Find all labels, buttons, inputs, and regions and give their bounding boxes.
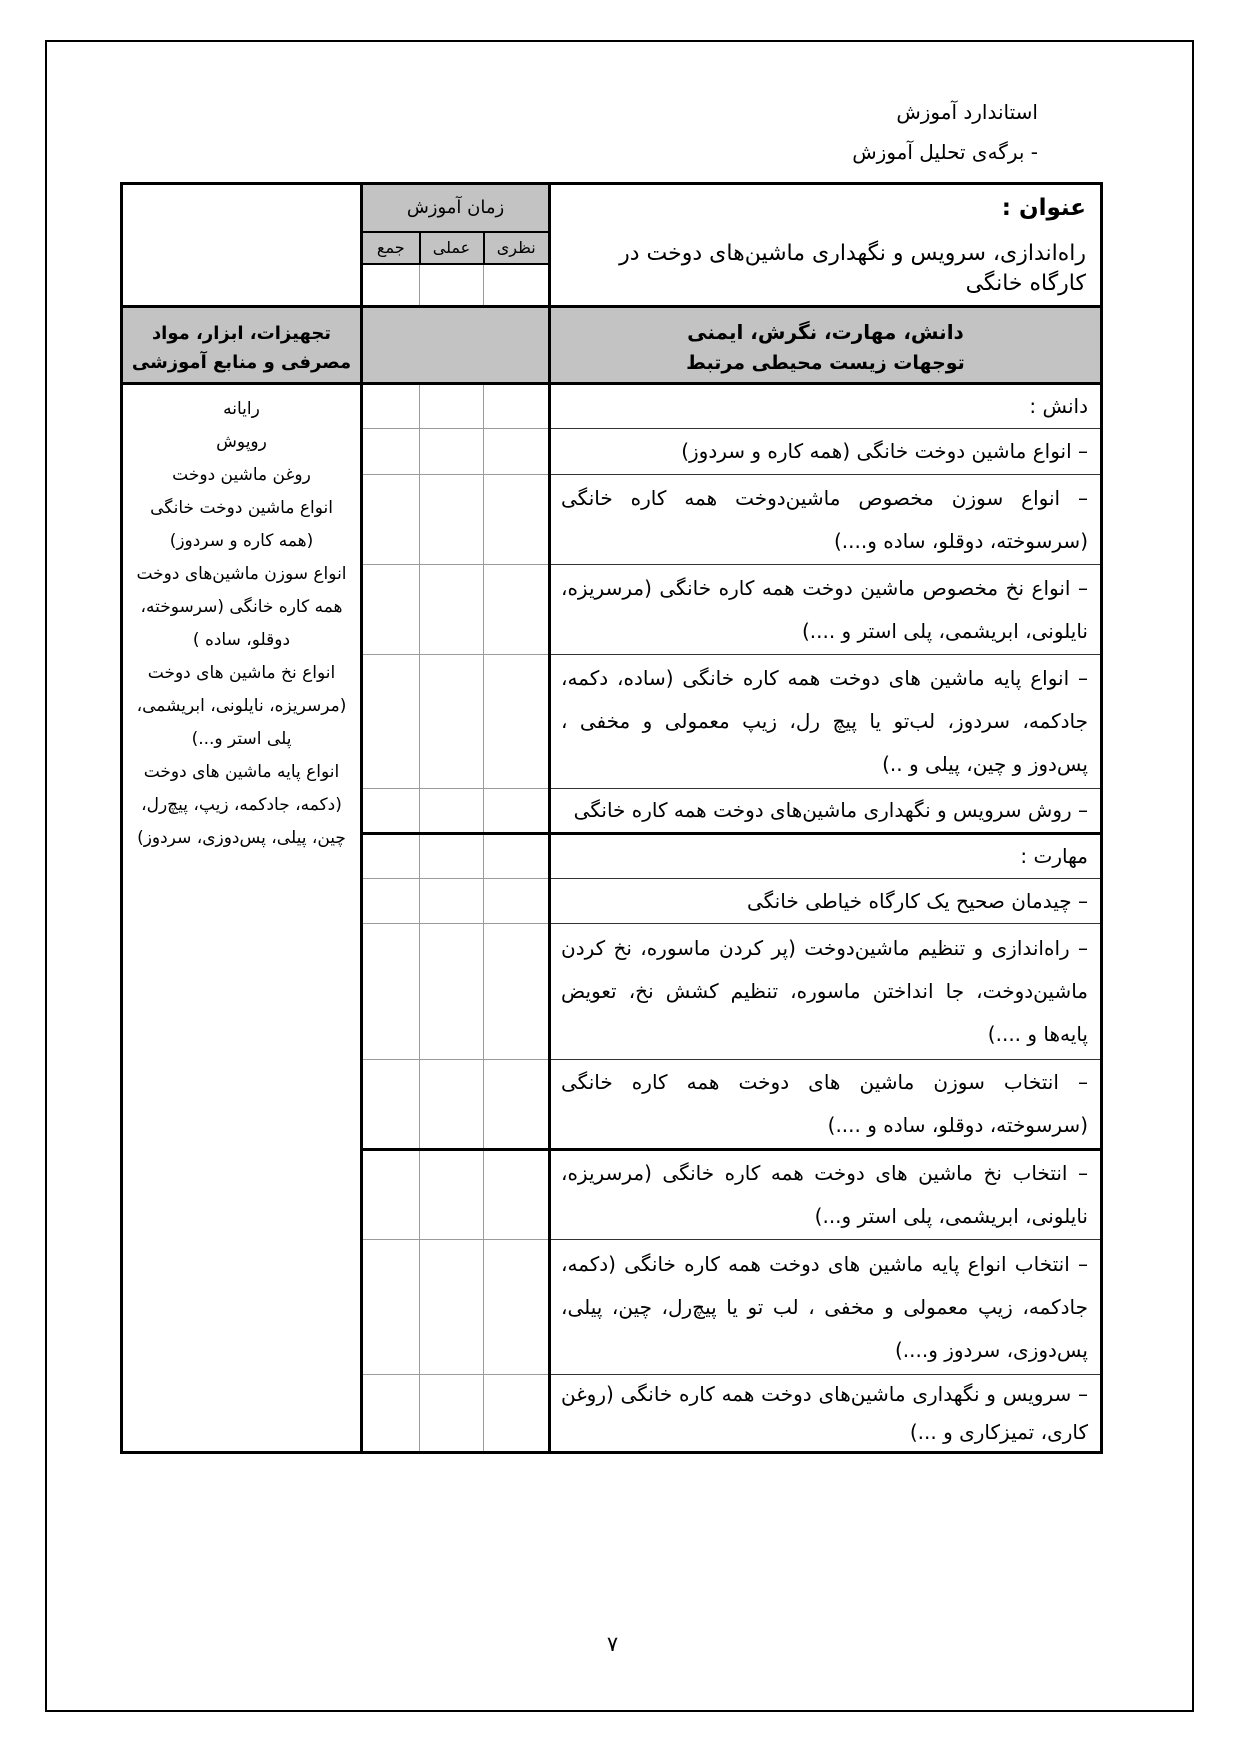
- time-value-cell: [420, 789, 484, 834]
- equipment-item: (دکمه، جادکمه، زیپ، پیچ‌رل،: [141, 795, 342, 815]
- training-analysis-table-wrap: [120, 182, 1103, 1454]
- time-value-cell: [420, 475, 484, 565]
- skill-item: – انتخاب انواع پایه ماشین های دوخت همه کاره خانگی (دکمه، جادکمه، زیپ معمولی و مخفی ، لب تو یا پیچ‌رل، چین، پیلی، پس‌دوزی، سردوز و....): [550, 1240, 1102, 1375]
- time-value-cell: [484, 879, 550, 924]
- time-value-cell: [362, 1060, 420, 1150]
- page-number: ۷: [606, 1632, 619, 1656]
- knowledge-item: – انواع سوزن مخصوص ماشین‌دوخت همه کاره خانگی (سرسوخته، دوقلو، ساده و....): [550, 475, 1102, 565]
- col-practical: عملی: [420, 232, 484, 264]
- time-value-cell: [420, 565, 484, 655]
- skill-item: – چیدمان صحیح یک کارگاه خیاطی خانگی: [550, 879, 1102, 924]
- title-text: راه‌اندازی، سرویس و نگهداری ماشین‌های دوخت در کارگاه خانگی: [619, 241, 1086, 296]
- time-value-cell: [484, 655, 550, 789]
- time-value-cell: [484, 475, 550, 565]
- section-header-line1: دانش، مهارت، نگرش، ایمنی: [687, 320, 964, 344]
- time-value-cell: [420, 655, 484, 789]
- time-value-cell: [362, 1375, 420, 1453]
- doc-header: [852, 92, 1038, 172]
- time-header: زمان آموزش: [362, 184, 550, 232]
- time-value-cell: [484, 924, 550, 1060]
- knowledge-item: – انواع پایه ماشین های دوخت همه کاره خانگی (ساده، دکمه، جادکمه، سردوز، لب‌تو یا پیچ رل، زیپ معمولی و مخفی ، پس‌دوز و چین، پیلی و ..): [550, 655, 1102, 789]
- doc-header-line1: استاندارد آموزش: [896, 100, 1038, 124]
- time-value-cell: [362, 1150, 420, 1240]
- time-value-cell: [362, 475, 420, 565]
- time-value-cell: [420, 1375, 484, 1453]
- skill-item: – راه‌اندازی و تنظیم ماشین‌دوخت (پر کردن ماسوره، نخ کردن ماشین‌دوخت، جا انداختن ماسوره، تنظیم کشش نخ، تعویض پایه‌ها و ....): [550, 924, 1102, 1060]
- time-value-cell: [420, 429, 484, 475]
- time-value-cell: [362, 789, 420, 834]
- time-value-cell: [420, 879, 484, 924]
- equipment-item: انواع پایه ماشین های دوخت: [143, 762, 340, 782]
- time-value-cell: [484, 1150, 550, 1240]
- doc-header-line2: - برگه‌ی تحلیل آموزش: [852, 140, 1038, 164]
- section-header-cell: [550, 307, 1102, 384]
- equipment-item: (مرسریزه، نایلونی، ابریشمی،: [136, 696, 347, 716]
- equipment-list-cell: [122, 384, 362, 1453]
- time-value-cell: [420, 924, 484, 1060]
- equipment-item: رایانه: [223, 399, 260, 419]
- equipment-item: همه کاره خانگی (سرسوخته،: [140, 597, 343, 617]
- time-value-cell: [362, 384, 420, 429]
- time-value-cell: [484, 834, 550, 879]
- time-value-cell: [362, 565, 420, 655]
- time-value-cell: [362, 1240, 420, 1375]
- title-label: عنوان :: [1001, 195, 1086, 221]
- time-value-cell: [484, 1240, 550, 1375]
- equipment-header-line1: تجهیزات، ابزار، مواد: [151, 323, 332, 344]
- equipment-item: انواع نخ ماشین های دوخت: [147, 663, 336, 683]
- equipment-item: پلی استر و...): [191, 729, 292, 749]
- theory-value-cell: [484, 264, 550, 307]
- training-analysis-table: [120, 182, 1103, 1454]
- section-label-knowledge: دانش :: [550, 384, 1102, 429]
- time-value-cell: [484, 565, 550, 655]
- skill-item: – انتخاب سوزن ماشین های دوخت همه کاره خانگی (سرسوخته، دوقلو، ساده و ....): [550, 1060, 1102, 1150]
- time-value-cell: [362, 655, 420, 789]
- time-value-cell: [362, 924, 420, 1060]
- time-value-cell: [420, 1240, 484, 1375]
- section-header-line2: توجهات زیست محیطی مرتبط: [686, 352, 965, 374]
- time-value-cell: [362, 879, 420, 924]
- equipment-item: (همه کاره و سردوز): [169, 531, 314, 551]
- time-value-cell: [420, 834, 484, 879]
- equipment-item: روغن ماشین دوخت: [172, 465, 311, 485]
- equipment-item: دوقلو، ساده ): [192, 630, 291, 650]
- knowledge-item: – روش سرویس و نگهداری ماشین‌های دوخت همه کاره خانگی: [550, 789, 1102, 834]
- total-value-cell: [362, 264, 420, 307]
- knowledge-item: – انواع نخ مخصوص ماشین دوخت همه کاره خانگی (مرسریزه، نایلونی، ابریشمی، پلی استر و ....): [550, 565, 1102, 655]
- time-value-cell: [362, 429, 420, 475]
- time-value-cell: [484, 1375, 550, 1453]
- time-value-cell: [484, 1060, 550, 1150]
- time-value-cell: [420, 1150, 484, 1240]
- practical-value-cell: [420, 264, 484, 307]
- skill-item: – سرویس و نگهداری ماشین‌های دوخت همه کاره خانگی (روغن کاری، تمیزکاری و ...): [550, 1375, 1102, 1453]
- time-value-cell: [484, 429, 550, 475]
- time-value-cell: [484, 789, 550, 834]
- equipment-item: چین، پیلی، پس‌دوزی، سردوز): [137, 828, 346, 848]
- equipment-item: انواع سوزن ماشین‌های دوخت: [136, 564, 347, 584]
- equipment-header-cell: [122, 307, 362, 384]
- equipment-header-line2: مصرفی و منابع آموزشی: [131, 352, 352, 373]
- equipment-item: انواع ماشین دوخت خانگی: [150, 498, 333, 518]
- band-spacer: [362, 307, 550, 384]
- equipment-item: روپوش: [216, 432, 267, 452]
- time-value-cell: [420, 384, 484, 429]
- col-total: جمع: [362, 232, 420, 264]
- time-value-cell: [362, 834, 420, 879]
- col-theory: نظری: [484, 232, 550, 264]
- section-label-skill: مهارت :: [550, 834, 1102, 879]
- skill-item: – انتخاب نخ ماشین های دوخت همه کاره خانگی (مرسریزه، نایلونی، ابریشمی، پلی استر و...): [550, 1150, 1102, 1240]
- knowledge-item: – انواع ماشین دوخت خانگی (همه کاره و سردوز): [550, 429, 1102, 475]
- time-value-cell: [484, 384, 550, 429]
- title-cell: [550, 184, 1102, 307]
- corner-cell: [122, 184, 362, 307]
- time-value-cell: [420, 1060, 484, 1150]
